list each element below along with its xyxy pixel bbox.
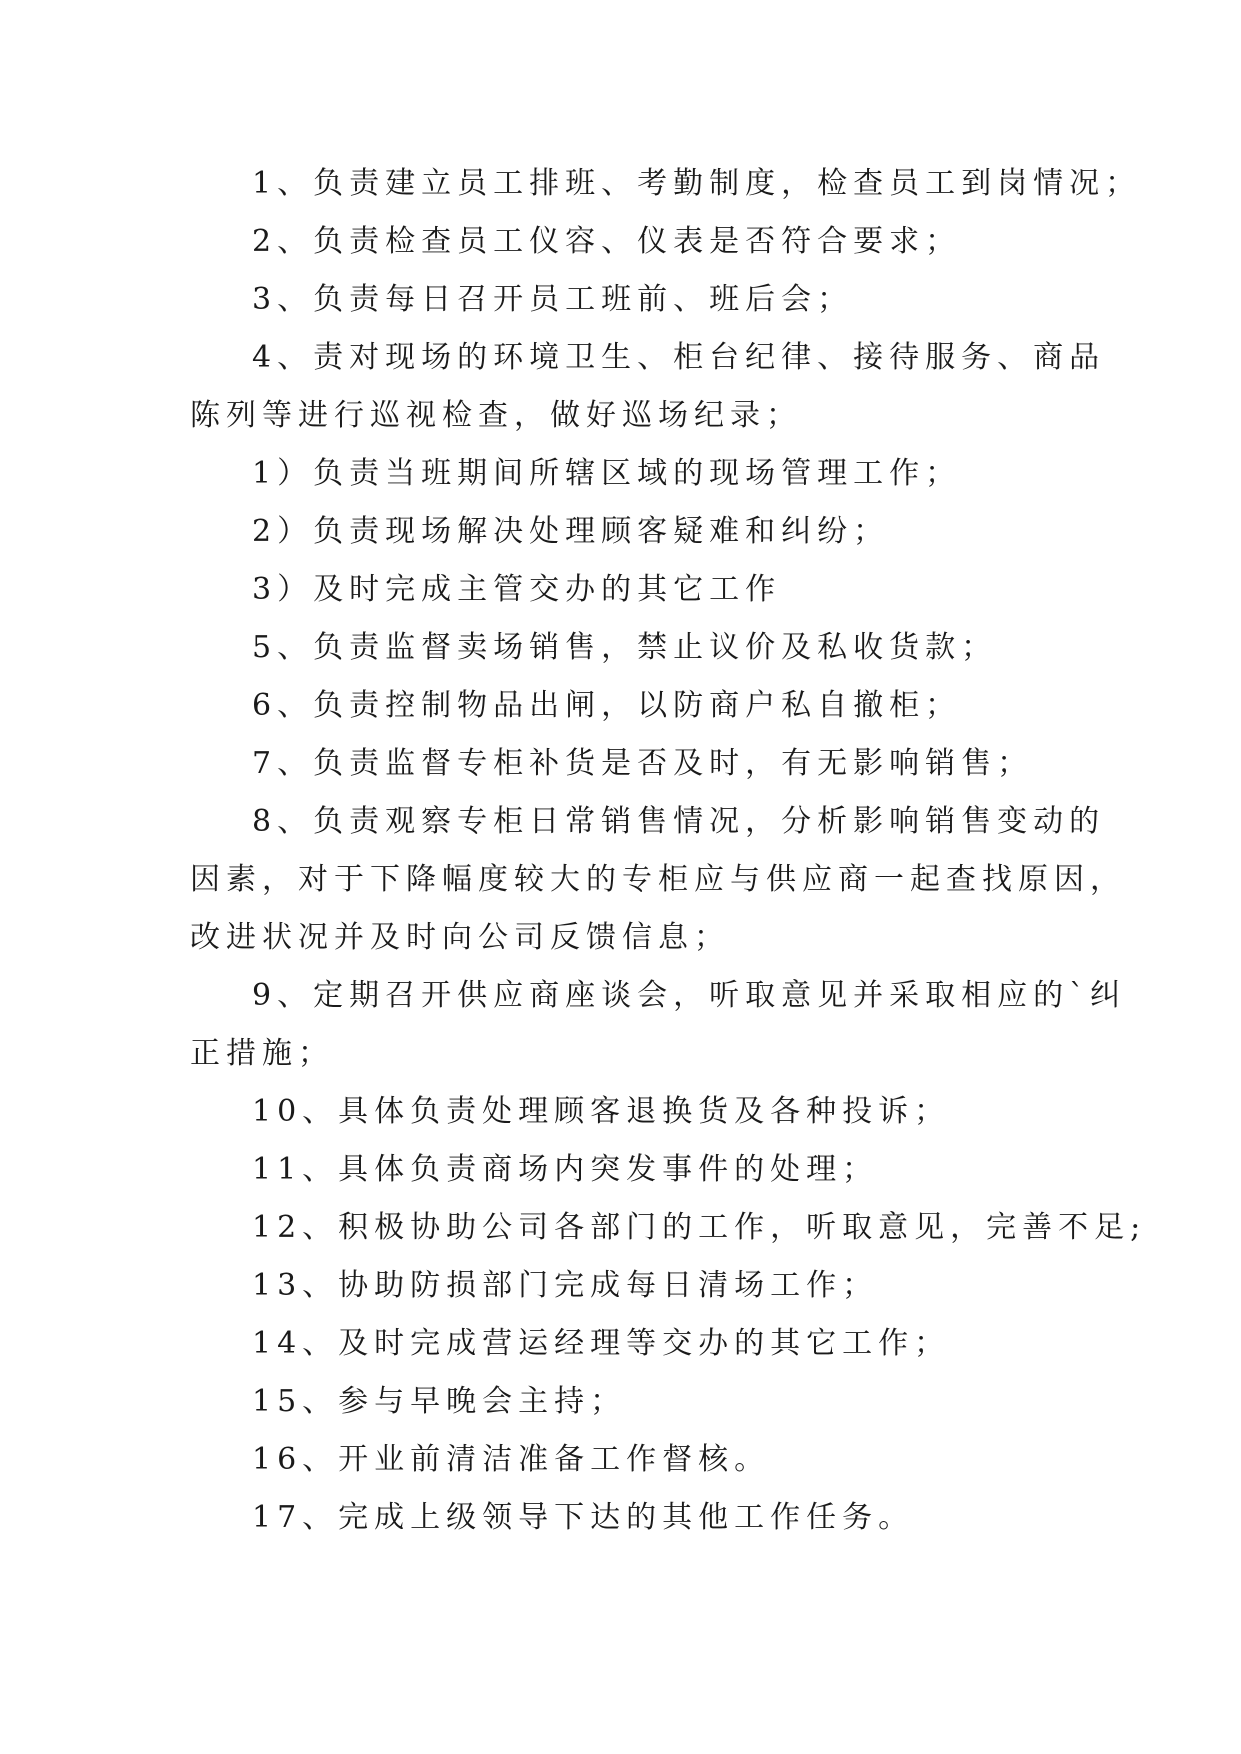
duty-line: 12、积极协助公司各部门的工作，听取意见，完善不足; <box>252 1210 1147 1245</box>
duty-line: 15、参与早晚会主持； <box>252 1384 627 1419</box>
duty-line: 5、负责监督卖场销售，禁止议价及私收货款； <box>252 630 998 665</box>
duty-line: 14、及时完成营运经理等交办的其它工作； <box>252 1326 951 1361</box>
duty-line: 11、具体负责商场内突发事件的处理； <box>252 1152 879 1187</box>
duty-line-continued: 陈列等进行巡视检查，做好巡场纪录； <box>190 398 802 433</box>
duty-line: 16、开业前清洁准备工作督核。 <box>252 1442 771 1477</box>
duty-line-continued: 正措施； <box>190 1036 334 1071</box>
duty-line: 17、完成上级领导下达的其他工作任务。 <box>252 1500 915 1535</box>
duty-line-continued: 改进状况并及时向公司反馈信息； <box>190 920 730 955</box>
duty-line: 1、负责建立员工排班、考勤制度，检查员工到岗情况； <box>252 166 1142 201</box>
duty-line: 8、负责观察专柜日常销售情况，分析影响销售变动的 <box>252 804 1106 839</box>
duty-line: 4、责对现场的环境卫生、柜台纪律、接待服务、商品 <box>252 340 1106 375</box>
duty-line-continued: 因素，对于下降幅度较大的专柜应与供应商一起查找原因， <box>190 862 1126 897</box>
duty-line: 9、定期召开供应商座谈会，听取意见并采取相应的`纠 <box>252 978 1127 1013</box>
document-body <box>190 155 1147 1547</box>
duty-line: 10、具体负责处理顾客退换货及各种投诉； <box>252 1094 951 1129</box>
duty-subitem: 1）负责当班期间所辖区域的现场管理工作； <box>252 456 962 491</box>
duty-line: 6、负责控制物品出闸，以防商户私自撤柜； <box>252 688 962 723</box>
duty-subitem: 3）及时完成主管交办的其它工作 <box>252 572 782 607</box>
duty-line: 7、负责监督专柜补货是否及时，有无影响销售； <box>252 746 1034 781</box>
duty-subitem: 2）负责现场解决处理顾客疑难和纠纷； <box>252 514 890 549</box>
duty-line: 2、负责检查员工仪容、仪表是否符合要求； <box>252 224 962 259</box>
duty-line: 3、负责每日召开员工班前、班后会； <box>252 282 854 317</box>
duty-line: 13、协助防损部门完成每日清场工作； <box>252 1268 879 1303</box>
